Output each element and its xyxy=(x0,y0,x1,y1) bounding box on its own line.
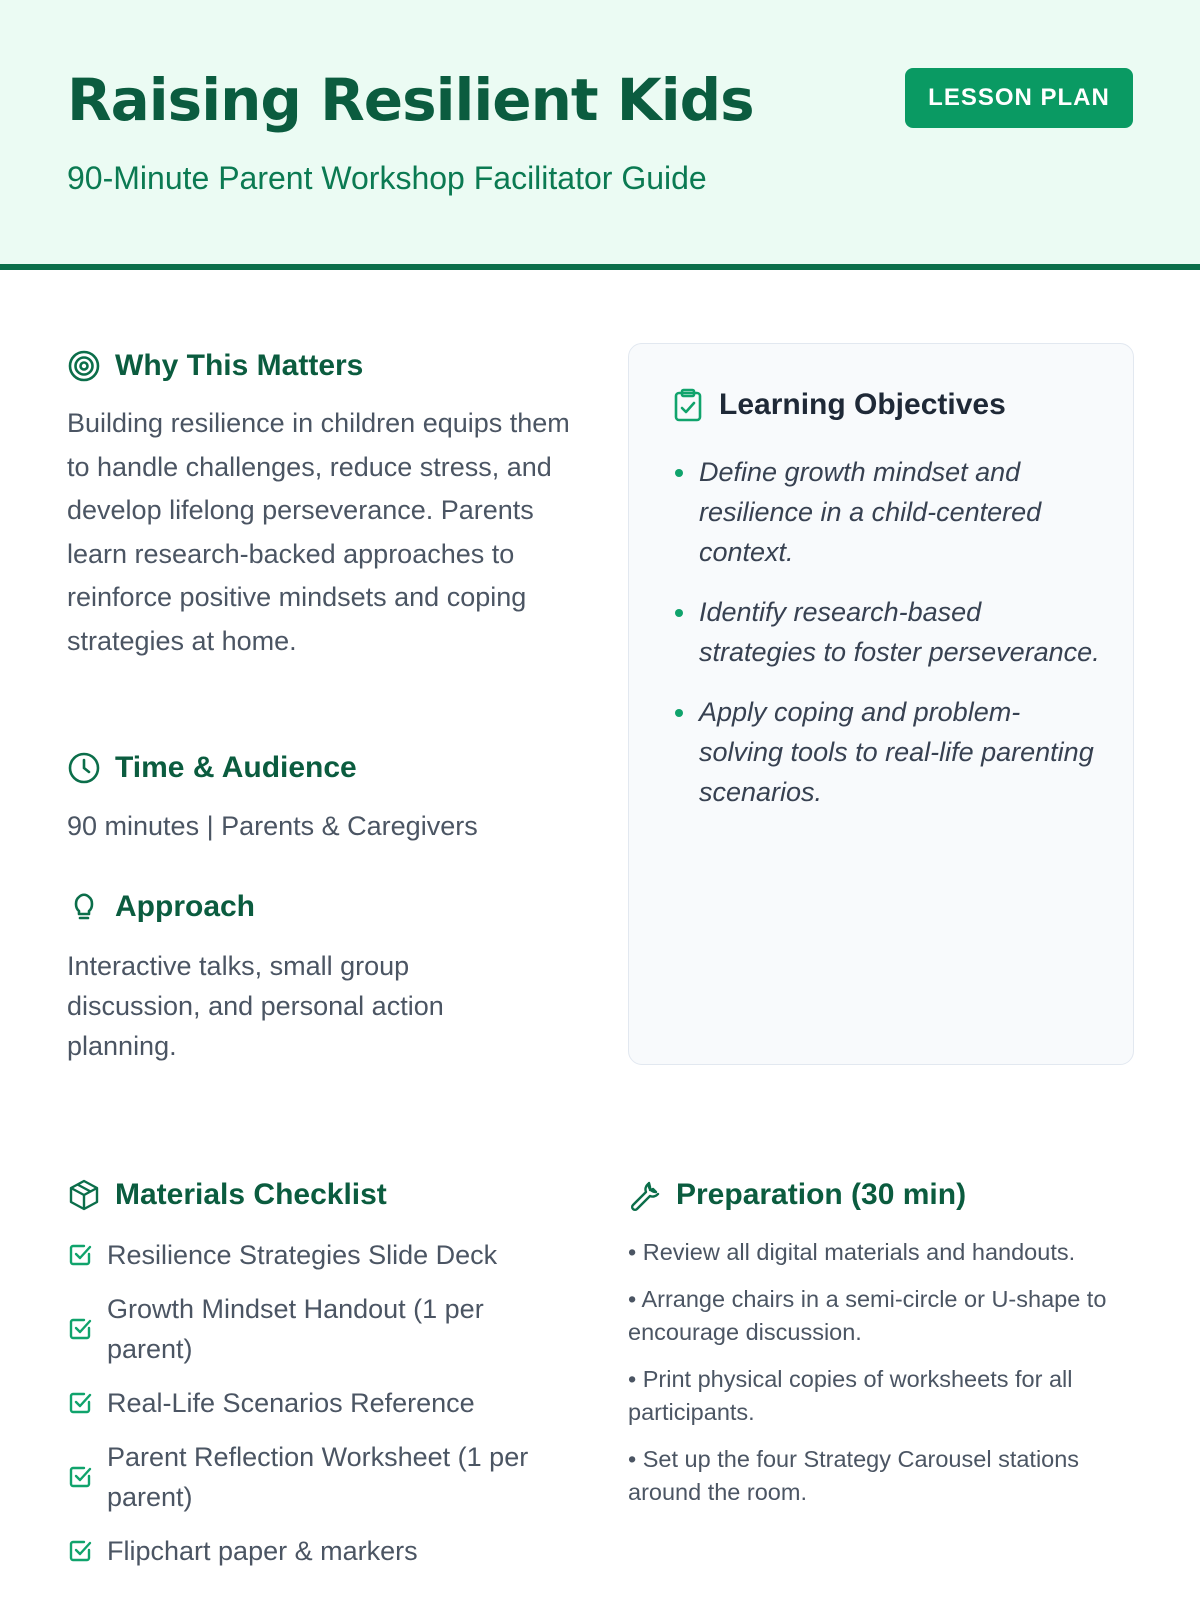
page-title: Raising Resilient Kids xyxy=(67,66,754,134)
checkbox-checked-icon[interactable] xyxy=(67,1464,93,1490)
checklist-item xyxy=(67,1383,567,1423)
approach-section-heading xyxy=(67,890,255,924)
bullet-dot xyxy=(675,609,683,617)
checklist-label: Flipchart paper & markers xyxy=(107,1536,418,1566)
materials-section-heading xyxy=(67,1178,387,1212)
objective-item xyxy=(673,452,1103,572)
checkbox-checked-icon[interactable] xyxy=(67,1316,93,1342)
objective-text: Define growth mindset and resilience in a child-centered context. xyxy=(699,457,1042,567)
time-body: 90 minutes | Parents & Caregivers xyxy=(67,811,478,841)
lightbulb-icon xyxy=(67,890,101,924)
box-icon xyxy=(67,1178,101,1212)
objectives-list xyxy=(673,452,1103,832)
preparation-heading-text: Preparation (30 min) xyxy=(676,1178,967,1211)
lesson-plan-badge: LESSON PLAN xyxy=(905,68,1133,128)
preparation-item: • Print physical copies of worksheets for all participants. xyxy=(628,1365,1073,1425)
bullet-dot xyxy=(675,709,683,717)
objectives-card xyxy=(628,343,1134,1065)
why-body: Building resilience in children equips them to handle challenges, reduce stress, and develop lifelong perseverance. Parents learn research-backed approaches to reinforce positive mindsets and coping strategies at home. xyxy=(67,408,570,656)
checklist-item xyxy=(67,1235,567,1275)
why-section-heading xyxy=(67,349,363,383)
page-subtitle: 90-Minute Parent Workshop Facilitator Guide xyxy=(67,160,707,196)
clock-icon xyxy=(67,751,101,785)
bullet-dot xyxy=(675,469,683,477)
approach-heading-text: Approach xyxy=(115,890,256,923)
checklist-item xyxy=(67,1289,567,1369)
objective-text: Apply coping and problem-solving tools to real-life parenting scenarios. xyxy=(699,697,1094,807)
time-heading-text: Time & Audience xyxy=(115,751,357,784)
objectives-heading-text: Learning Objectives xyxy=(719,388,1006,421)
materials-list xyxy=(67,1235,567,1585)
preparation-item: • Arrange chairs in a semi-circle or U-shape to encourage discussion. xyxy=(628,1285,1107,1345)
preparation-item: • Set up the four Strategy Carousel stations around the room. xyxy=(628,1445,1080,1505)
checklist-label: Growth Mindset Handout (1 per parent) xyxy=(107,1294,484,1364)
target-icon xyxy=(67,349,101,383)
preparation-section-heading xyxy=(628,1178,966,1212)
materials-heading-text: Materials Checklist xyxy=(115,1178,387,1211)
objective-item xyxy=(673,692,1103,812)
objective-item xyxy=(673,592,1103,672)
checkbox-checked-icon[interactable] xyxy=(67,1538,93,1564)
checklist-label: Parent Reflection Worksheet (1 per parent) xyxy=(107,1442,529,1512)
time-section-heading xyxy=(67,751,357,785)
header-banner xyxy=(0,0,1200,270)
checklist-item xyxy=(67,1437,567,1517)
wrench-icon xyxy=(628,1178,662,1212)
clipboard-check-icon xyxy=(673,388,703,422)
preparation-list xyxy=(628,1236,1134,1523)
checklist-item xyxy=(67,1531,567,1571)
why-heading-text: Why This Matters xyxy=(115,349,364,382)
checkbox-checked-icon[interactable] xyxy=(67,1390,93,1416)
checklist-label: Resilience Strategies Slide Deck xyxy=(107,1240,498,1270)
checklist-label: Real-Life Scenarios Reference xyxy=(107,1388,475,1418)
objective-text: Identify research-based strategies to foster perseverance. xyxy=(699,597,1100,667)
checkbox-checked-icon[interactable] xyxy=(67,1242,93,1268)
preparation-item: • Review all digital materials and handouts. xyxy=(628,1239,1076,1265)
objectives-heading xyxy=(673,388,1006,422)
approach-body: Interactive talks, small group discussion, and personal action planning. xyxy=(67,951,444,1061)
